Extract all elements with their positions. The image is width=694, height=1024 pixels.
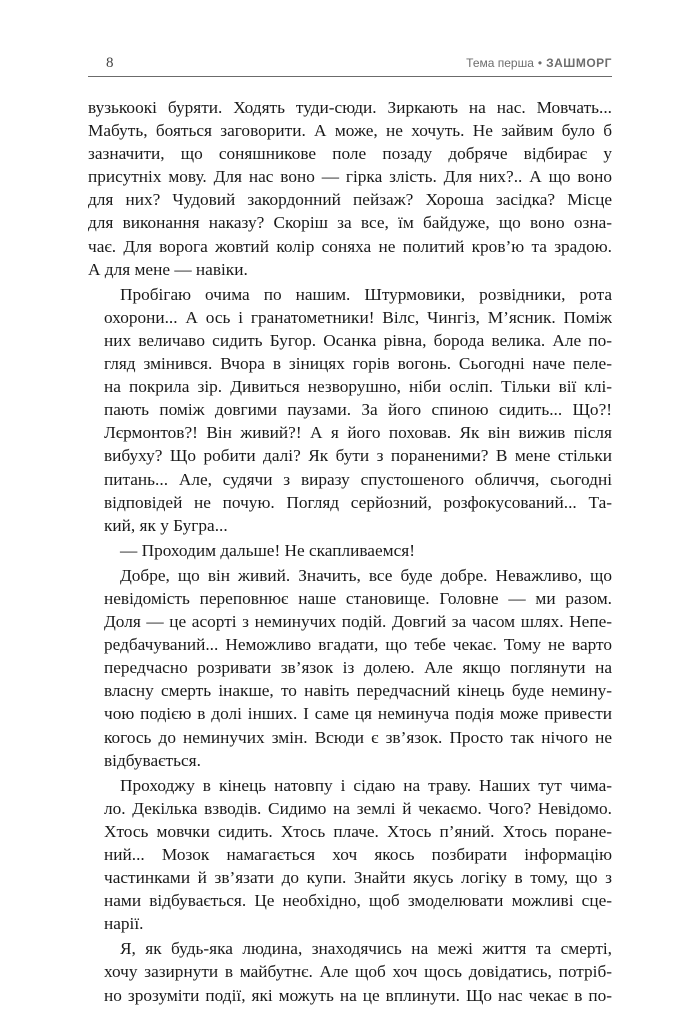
header-topic: Тема перша (466, 56, 534, 70)
text-line: передчасно розривати зв’язок із долею. Але якщо поглянути на (104, 658, 612, 678)
paragraph-2 (88, 283, 612, 537)
text-line: зазначити, що соняшникове поле позаду добряче відбирає у (88, 144, 612, 164)
text-line: ний... Мозок намагається хоч якось позбирати інформацію (104, 845, 612, 864)
text-line: Добре, що він живий. Значить, все буде добре. Неважливо, що (120, 565, 612, 585)
paragraph-3-dialogue (88, 539, 612, 562)
text-line: Я, як будь-яка людина, знаходячись на межі життя та смерті, (120, 939, 612, 959)
page-number: 8 (106, 55, 114, 71)
text-line: для виконання наказу? Скоріш за все, їм байдуже, що воно озна- (88, 213, 612, 233)
text-line: пають поміж довгими паузами. За його спиною сидить... Що?! (104, 400, 612, 420)
text-line: нарії. (104, 914, 144, 934)
header-title (466, 56, 612, 70)
text-line: — Проходим дальше! Не скапливаемся! (120, 540, 415, 560)
paragraph-6 (88, 937, 612, 1006)
text-line: власну смерть інакше, то навіть передчасний кінець буде немину- (104, 681, 612, 701)
paragraph-5 (88, 774, 612, 936)
text-line: Лєрмонтов?! Він живий?! А я його поховав. Як він вижив після (104, 423, 612, 443)
text-line: вибуху? Що робити далі? Як бути з пораненими? В мене стільки (104, 446, 612, 466)
text-line: них величаво сидить Бугор. Осанка рівна, борода велика. Але по- (104, 330, 612, 350)
header-separator: • (537, 56, 543, 70)
text-body (88, 96, 612, 1009)
paragraph-1 (88, 96, 612, 281)
text-line: редбачуваний... Неможливо вгадати, що тебе чекає. Тому не варто (104, 635, 612, 655)
text-line: вузькоокі буряти. Ходять туди-сюди. Зиркають на нас. Мовчать... (88, 98, 612, 117)
text-line: питань... Але, судячи з виразу спустошеного обличчя, сьогодні (104, 469, 612, 489)
text-line: Проходжу в кінець натовпу і сідаю на траву. Наших тут чима- (120, 775, 612, 795)
text-line: відбувається. (104, 750, 201, 770)
text-line: Доля — це асорті з неминучих подій. Довгий за часом шлях. Непе- (104, 612, 612, 632)
text-line: чою подією в долі інших. І саме ця неминуча подія може привести (104, 704, 612, 724)
text-line: Пробігаю очима по нашим. Штурмовики, розвідники, рота (120, 284, 612, 304)
text-line: когось до неминучих змін. Всюди є зв’язок. Просто так нічого не (104, 727, 612, 747)
text-line: А для мене — навіки. (88, 259, 248, 279)
text-line: для них? Чудовий закордонний пейзаж? Хороша засідка? Місце (88, 190, 612, 210)
text-line: гляд змінився. Вчора в зіницях горів вогонь. Сьогодні наче пеле- (104, 354, 612, 374)
text-line: Мабуть, бояться заговорити. А може, не хочуть. Не зайвим було б (88, 121, 612, 141)
text-line: на покрила зір. Дивиться незворушно, ніби осліп. Тільки вії клі- (104, 377, 612, 397)
text-line: кий, як у Бугра... (104, 515, 228, 535)
text-line: но зрозуміти події, які можуть на це вплинути. Що нас чекає в по- (104, 985, 612, 1005)
text-line: чає. Для ворога жовтий колір соняха не политий кров’ю та зрадою. (88, 236, 612, 256)
text-line: невідомість переповнює наше становище. Головне — ми разом. (104, 588, 612, 608)
text-line: частинками й зв’язати до купи. Знайти якусь логіку в тому, що з (104, 868, 612, 888)
text-line: хочу зазирнути в майбутнє. Але щоб хоч щось довідатись, потріб- (104, 962, 612, 982)
text-line: охорони... А ось і гранатометники! Вілс, Чингіз, М’ясник. Поміж (104, 307, 612, 327)
text-line: присутніх мову. Для нас воно — гірка злість. Для них?.. А що воно (88, 167, 612, 187)
text-line: ло. Декілька взводів. Сидимо на землі й чекаємо. Чого? Невідомо. (104, 798, 612, 818)
text-line: Хтось мовчки сидить. Хтось плаче. Хтось п’яний. Хтось поране- (104, 821, 612, 841)
paragraph-4 (88, 564, 612, 772)
text-line: нами відбувається. Це необхідно, щоб змоделювати можливі сце- (104, 891, 612, 911)
text-line: відповідей не почую. Погляд серйозний, розфокусований... Та- (104, 492, 612, 512)
header-section: ЗАШМОРГ (546, 56, 612, 70)
running-header (88, 52, 612, 77)
